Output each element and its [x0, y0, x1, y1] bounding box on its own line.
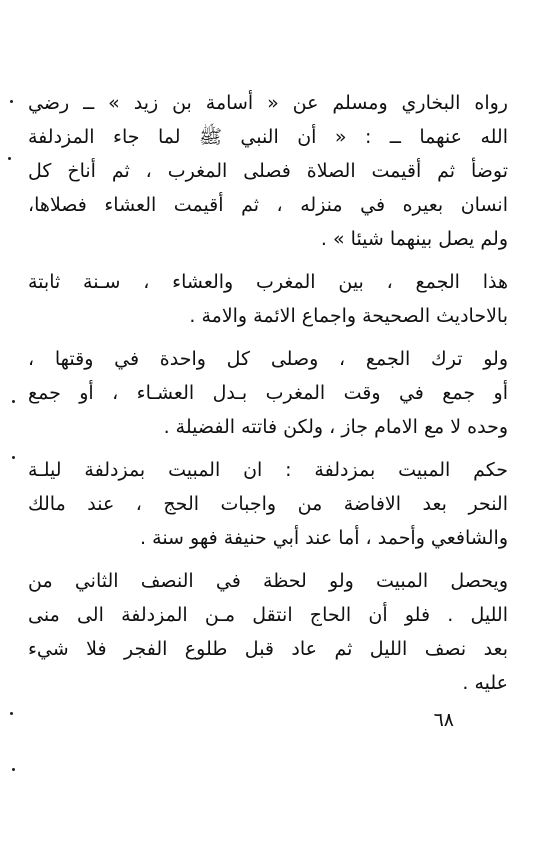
text-line: ولو ترك الجمع ، وصلى كل واحدة في وقتها ، [28, 348, 508, 370]
text-line: الله عنهما ــ : « أن النبي ﷺ لما جاء المزدلفة [28, 126, 508, 148]
paragraph [28, 564, 508, 700]
text-line: بعد نصف الليل ثم عاد قبل طلوع الفجر فلا شيء [28, 638, 508, 660]
text-line: وحده لا مع الامام جاز ، ولكن فاتته الفضيلة . [163, 416, 508, 438]
scan-speck [10, 712, 13, 715]
text-line: بالاحاديث الصحيحة واجماع الائمة والامة . [189, 305, 508, 327]
body-text [28, 86, 508, 700]
text-line: أو جمع في وقت المغرب بـدل العشـاء ، أو جمع [28, 382, 508, 404]
text-line: رواه البخاري ومسلم عن « أسامة بن زيد » ــ رضي [28, 92, 508, 114]
scan-speck [12, 456, 15, 459]
text-line: الليل . فلو أن الحاج انتقل مـن المزدلفة الى منى [28, 604, 508, 626]
text-line: توضأ ثم أقيمت الصلاة فصلى المغرب ، ثم أناخ كل [28, 160, 508, 182]
page-number: ٦٨ [433, 709, 454, 731]
text-line: ويحصل المبيت ولو لحظة في النصف الثاني من [28, 570, 508, 592]
paragraph [28, 86, 508, 256]
text-line: انسان بعيره في منزله ، ثم أقيمت العشاء فصلاها، [28, 194, 508, 216]
text-line: عليه . [462, 672, 508, 694]
text-line: ولم يصل بينهما شيئا » . [320, 228, 508, 250]
scan-speck [12, 400, 15, 403]
scan-speck [10, 100, 13, 103]
text-line: هذا الجمع ، بين المغرب والعشاء ، سـنة ثابتة [28, 271, 508, 293]
scan-speck [8, 157, 11, 160]
text-line: حكم المبيت بمزدلفة : ان المبيت بمزدلفة ليلـة [28, 459, 508, 481]
paragraph [28, 265, 508, 333]
scan-speck [12, 768, 15, 771]
paragraph [28, 342, 508, 444]
text-line: النحر بعد الافاضة من واجبات الحج ، عند مالك [28, 493, 508, 515]
paragraph [28, 453, 508, 555]
text-line: والشافعي وأحمد ، أما عند أبي حنيفة فهو سنة . [140, 527, 508, 549]
